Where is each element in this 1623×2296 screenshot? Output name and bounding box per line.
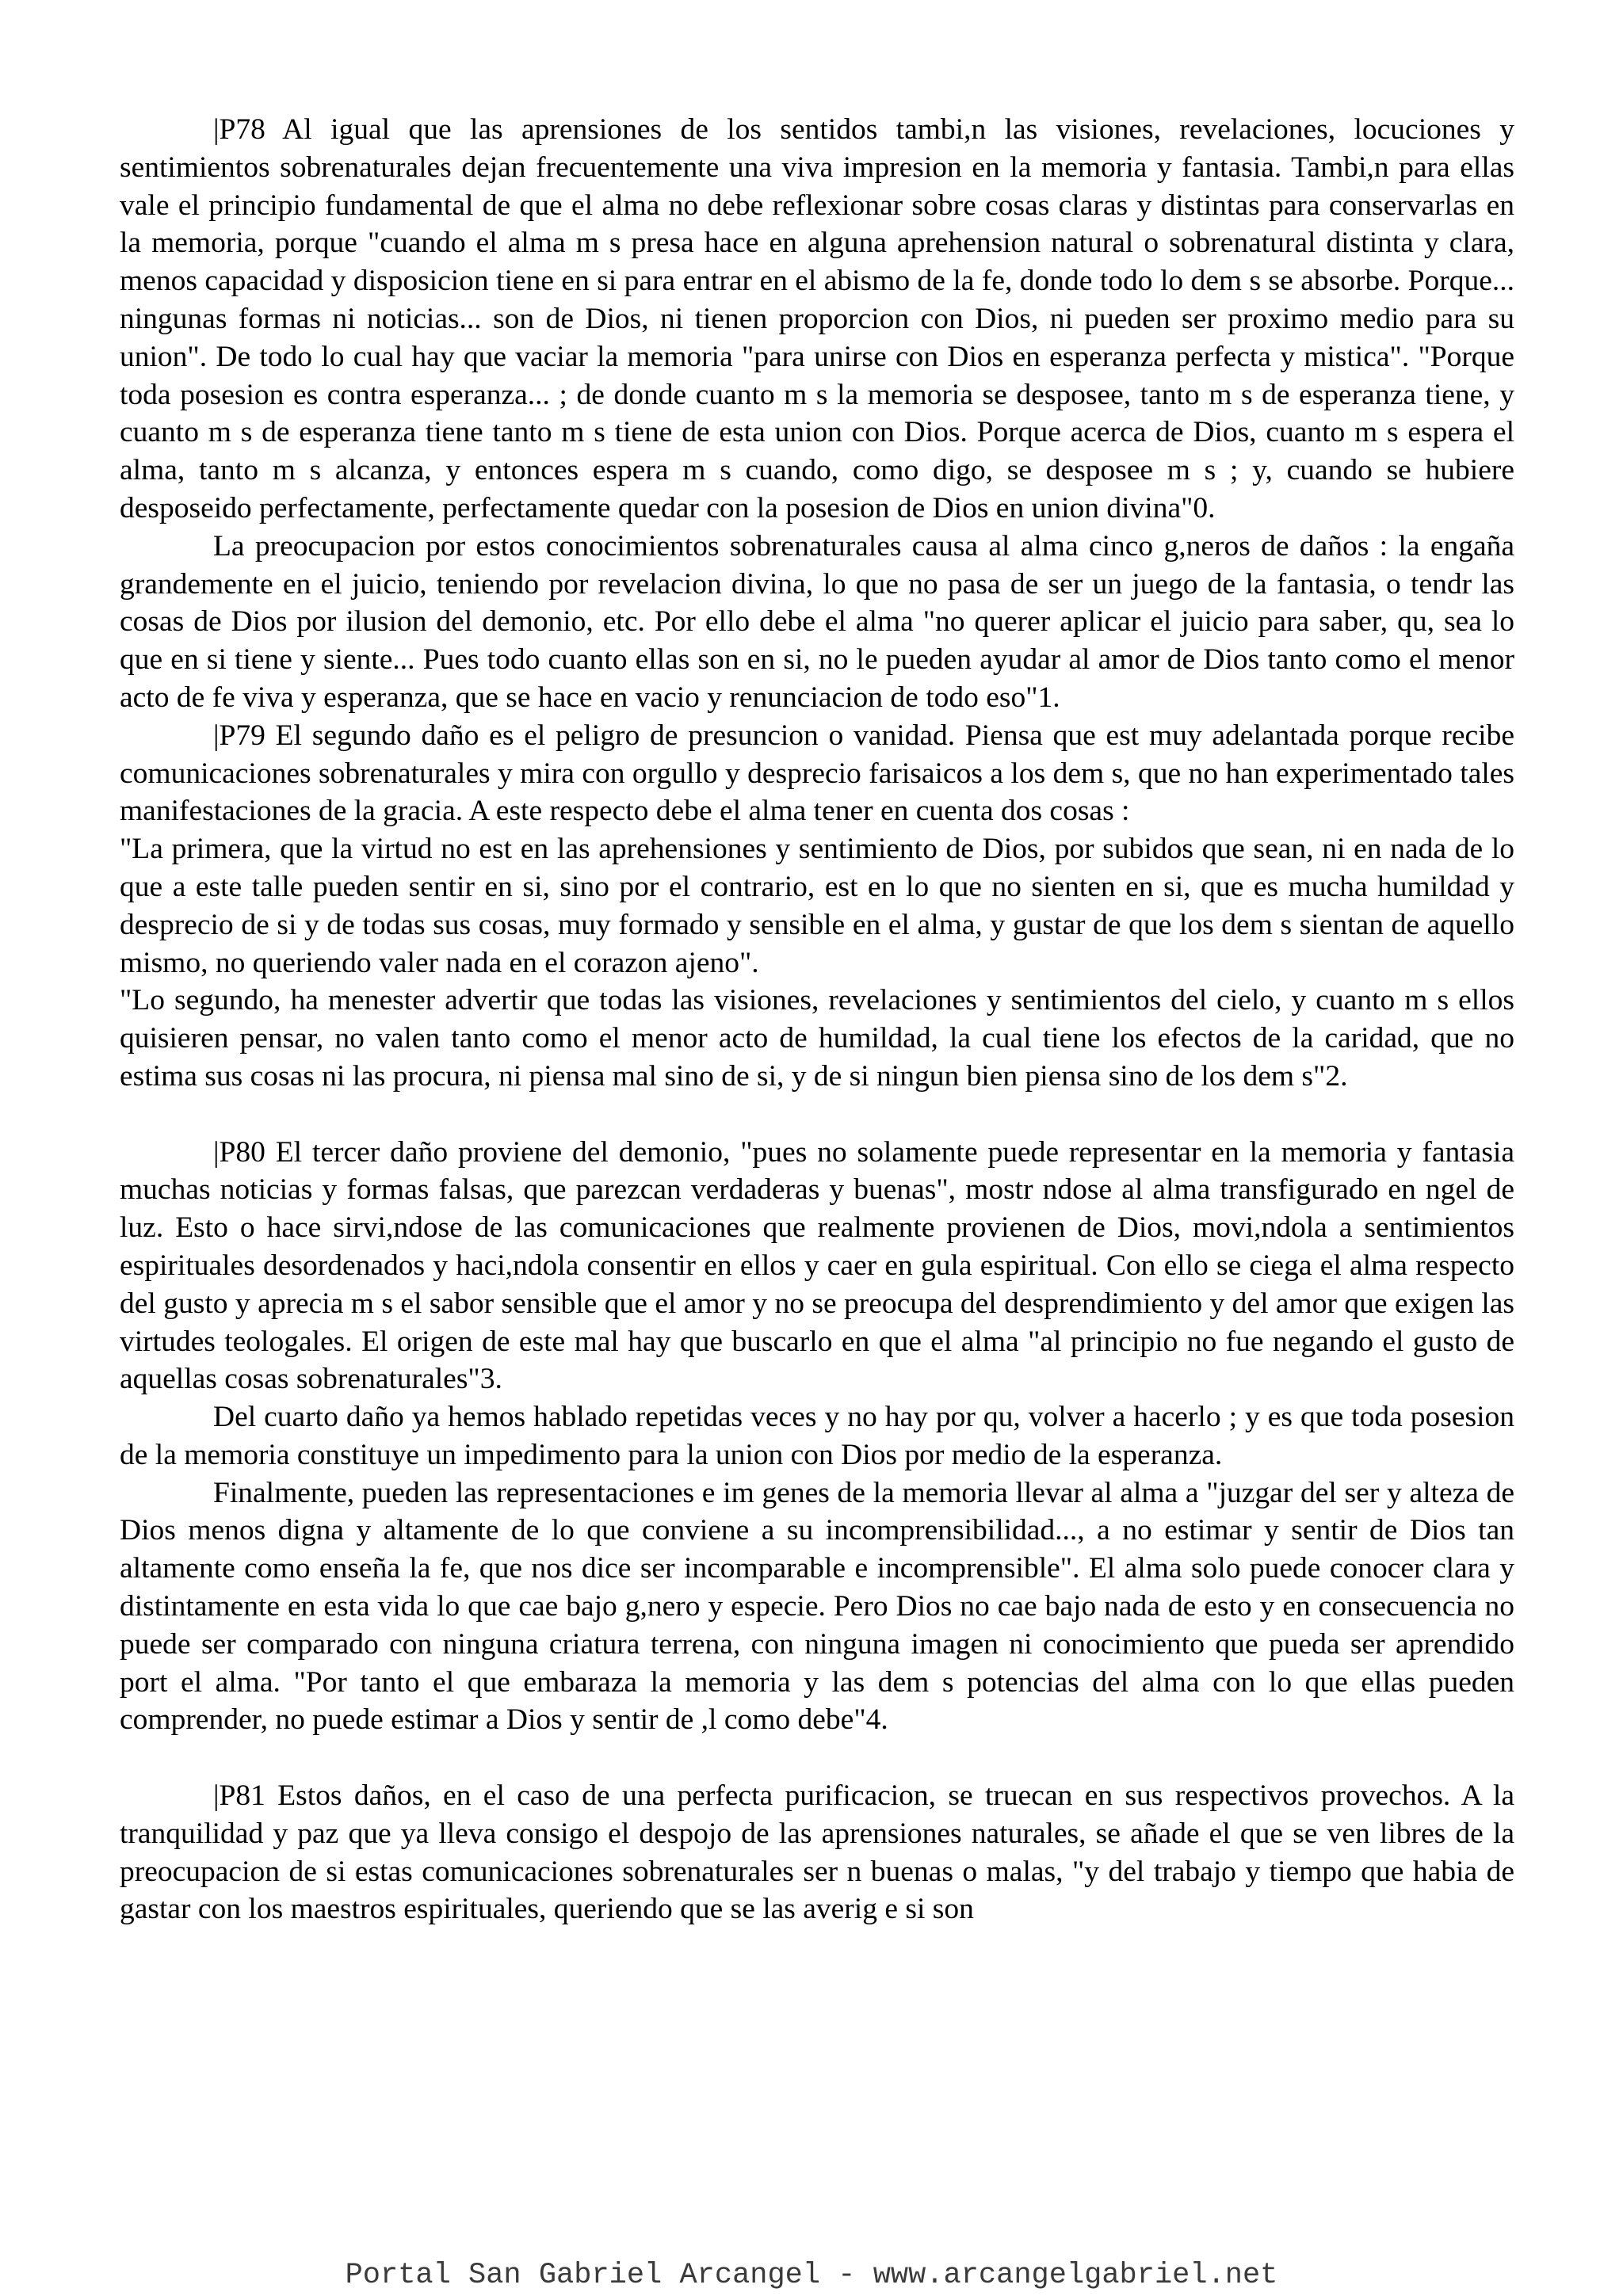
paragraph-p78: |P78 Al igual que las aprensiones de los sentidos tambi,n las visiones, revelaciones, locuciones y sentimientos sobrenaturales dejan frecuentemente una viva impresion en la memoria y fantasia. Tambi,n para ellas vale el principio fundamental de que el alma no debe reflexionar sobre cosas claras y distintas para conservarlas en la memoria, porque "cuando el alma m s presa hace en alguna aprehension natural o sobrenatural distinta y clara, menos capacidad y disposicion tiene en si para entrar en el abismo de la fe, donde todo lo dem s se absorbe. Porque... ningunas formas ni noticias... son de Dios, ni tienen proporcion con Dios, ni pueden ser proximo medio para su union". De todo lo cual hay que vaciar la memoria "para unirse con Dios en esperanza perfecta y mistica". "Porque toda posesion es contra esperanza... ; de donde cuanto m s la memoria se desposee, tanto m s de esperanza tiene, y cuanto m s de esperanza tiene tanto m s tiene de esta union con Dios. Porque acerca de Dios, cuanto m s espera el alma, tanto m s alcanza, y entonces espera m s cuando, como digo, se desposee m s ; y, cuando se hubiere desposeido perfectamente, perfectamente quedar con la posesion de Dios en union divina"0.: [120, 113, 1514, 524]
paragraph-p80: |P80 El tercer daño proviene del demonio, "pues no solamente puede representar en la memoria y fantasia muchas noticias y formas falsas, que parezcan verdaderas y buenas", mostr ndose al alma transfigurado en ngel de luz. Esto o hace sirvi,ndose de las comunicaciones que realmente provienen de Dios, movi,ndola a sentimientos espirituales desordenados y haci,ndola consentir en ellos y caer en gula espiritual. Con ello se ciega el alma respecto del gusto y aprecia m s el sabor sensible que el amor y no se preocupa del desprendimiento y del amor que exigen las virtudes teologales. El origen de este mal hay que buscarlo en que el alma "al principio no fue negando el gusto de aquellas cosas sobrenaturales"3.: [120, 1135, 1514, 1396]
quote-second-point: "Lo segundo, ha menester advertir que todas las visiones, revelaciones y sentimientos del cielo, y cuanto m s ellos quisieren pensar, no valen tanto como el menor acto de humildad, la cual tiene los efectos de la caridad, que no estima sus cosas ni las procura, ni piensa mal sino de si, y de si ningun bien piensa sino de los dem s"2.: [120, 984, 1514, 1093]
paragraph-p81: |P81 Estos daños, en el caso de una perfecta purificacion, se truecan en sus respectivos provechos. A la tranquilidad y paz que ya lleva consigo el despojo de las aprensiones naturales, se añade el que se ven libres de la preocupacion de si estas comunicaciones sobrenaturales ser n buenas o malas, "y del trabajo y tiempo que habia de gastar con los maestros espirituales, queriendo que se las averig e si son: [120, 1779, 1514, 1926]
paragraph-fifth-damage: Finalmente, pueden las representaciones e im genes de la memoria llevar al alma a "juzgar del ser y alteza de Dios menos digna y altamente de lo que conviene a su incomprensibilidad..., a no estimar y sentir de Dios tan altamente como enseña la fe, que nos dice ser incomparable e incomprensible". El alma solo puede conocer clara y distintamente en esta vida lo que cae bajo g,nero y especie. Pero Dios no cae bajo nada de esto y en consecuencia no puede ser comparado con ninguna criatura terrena, con ninguna imagen ni conocimiento que pueda ser aprendido port el alma. "Por tanto el que embaraza la memoria y las dem s potencias del alma con lo que ellas pueden comprender, no puede estimar a Dios y sentir de ,l como debe"4.: [120, 1476, 1514, 1737]
document-body: [120, 111, 1514, 1928]
page-footer: Portal San Gabriel Arcangel - www.arcangelgabriel.net: [345, 2259, 1278, 2292]
paragraph-fourth-damage: Del cuarto daño ya hemos hablado repetidas veces y no hay por qu, volver a hacerlo ; y es que toda posesion de la memoria constituye un impedimento para la union con Dios por medio de la esperanza.: [120, 1401, 1514, 1471]
paragraph-p79: |P79 El segundo daño es el peligro de presuncion o vanidad. Piensa que est muy adelantada porque recibe comunicaciones sobrenaturales y mira con orgullo y desprecio farisaicos a los dem s, que no han experimentado tales manifestaciones de la gracia. A este respecto debe el alma tener en cuenta dos cosas :: [120, 719, 1514, 828]
paragraph-first-damage: La preocupacion por estos conocimientos sobrenaturales causa al alma cinco g,neros de daños : la engaña grandemente en el juicio, teniendo por revelacion divina, lo que no pasa de ser un juego de la fantasia, o tendr las cosas de Dios por ilusion del demonio, etc. Por ello debe el alma "no querer aplicar el juicio para saber, qu, sea lo que en si tiene y siente... Pues todo cuanto ellas son en si, no le pueden ayudar al amor de Dios tanto como el menor acto de fe viva y esperanza, que se hace en vacio y renunciacion de todo eso"1.: [120, 529, 1514, 714]
quote-first-point: "La primera, que la virtud no est en las aprehensiones y sentimiento de Dios, por subidos que sean, ni en nada de lo que a este talle pueden sentir en si, sino por el contrario, est en lo que no sienten en si, que es mucha humildad y desprecio de si y de todas sus cosas, muy formado y sensible en el alma, y gustar de que los dem s sientan de aquello mismo, no queriendo valer nada en el corazon ajeno".: [120, 833, 1514, 979]
